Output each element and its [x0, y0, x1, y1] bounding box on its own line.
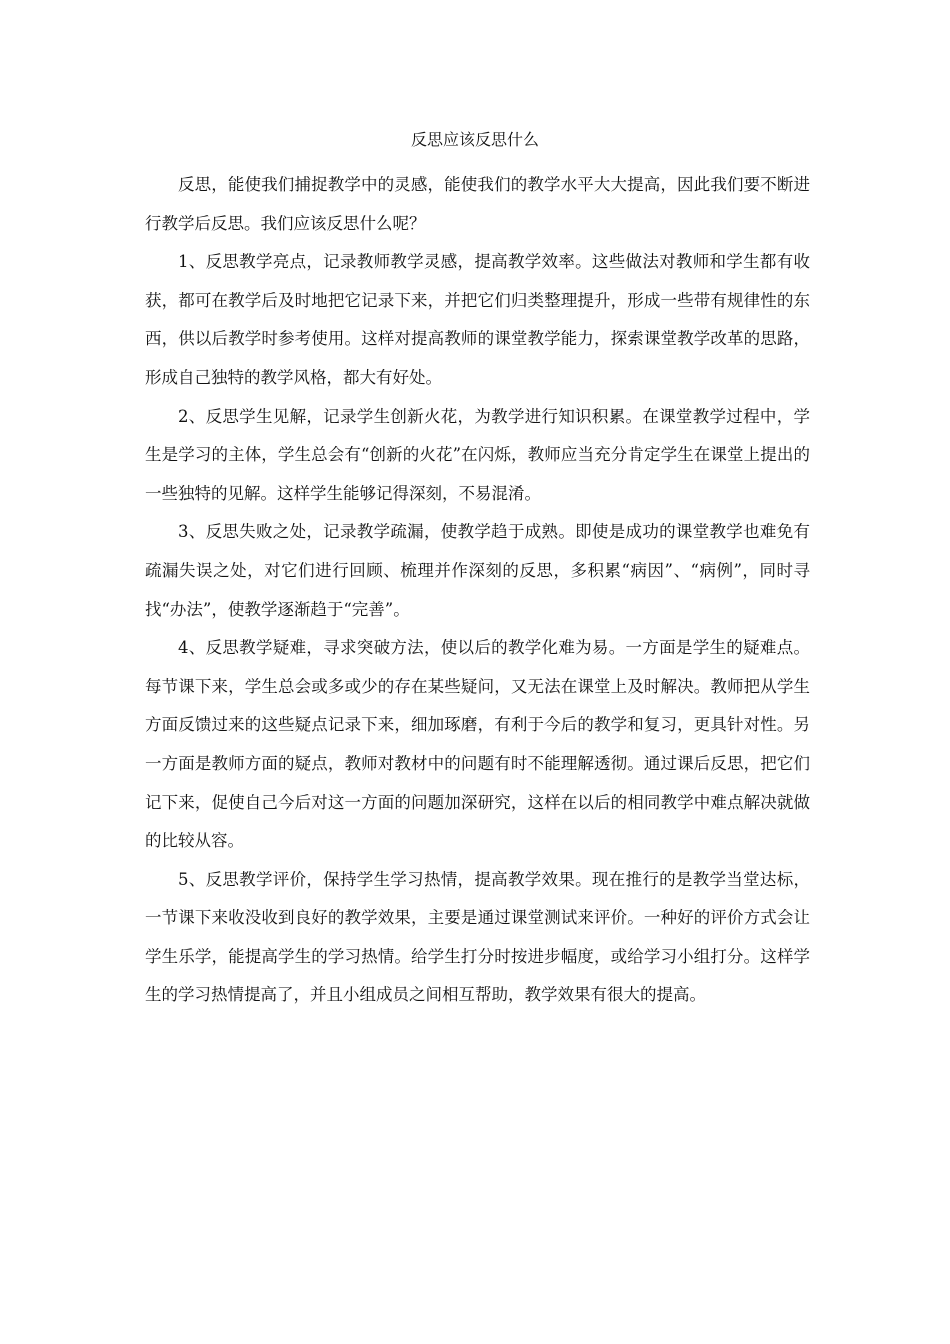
document-body [145, 166, 810, 1015]
paragraph-2: 2、反思学生见解，记录学生创新火花，为教学进行知识积累。在课堂教学过程中，学生是学习的主体，学生总会有“创新的火花”在闪烁，教师应当充分肯定学生在课堂上提出的一些独特的见解。这样学生能够记得深刻，不易混淆。 [145, 406, 810, 503]
paragraph-1: 1、反思教学亮点，记录教师教学灵感，提高教学效率。这些做法对教师和学生都有收获，都可在教学后及时地把它记录下来，并把它们归类整理提升，形成一些带有规律性的东西，供以后教学时参考使用。这样对提高教师的课堂教学能力，探索课堂教学改革的思路，形成自己独特的教学风格，都大有好处。 [145, 252, 810, 387]
paragraph-4: 4、反思教学疑难，寻求突破方法，使以后的教学化难为易。一方面是学生的疑难点。每节课下来，学生总会或多或少的存在某些疑问，又无法在课堂上及时解决。教师把从学生方面反馈过来的这些疑点记录下来，细加琢磨，有利于今后的教学和复习，更具针对性。另一方面是教师方面的疑点，教师对教材中的问题有时不能理解透彻。通过课后反思，把它们记下来，促使自己今后对这一方面的问题加深研究，这样在以后的相同教学中难点解决就做的比较从容。 [145, 638, 810, 851]
paragraph-intro: 反思，能使我们捕捉教学中的灵感，能使我们的教学水平大大提高，因此我们要不断进行教学后反思。我们应该反思什么呢？ [145, 175, 810, 233]
document-title: 反思应该反思什么 [410, 130, 539, 149]
paragraph-5: 5、反思教学评价，保持学生学习热情，提高教学效果。现在推行的是教学当堂达标，一节课下来收没收到良好的教学效果，主要是通过课堂测试来评价。一种好的评价方式会让学生乐学，能提高学生的学习热情。给学生打分时按进步幅度，或给学习小组打分。这样学生的学习热情提高了，并且小组成员之间相互帮助，教学效果有很大的提高。 [145, 869, 810, 1005]
paragraph-3: 3、反思失败之处，记录教学疏漏，使教学趋于成熟。即使是成功的课堂教学也难免有疏漏失误之处，对它们进行回顾、梳理并作深刻的反思，多积累“病因”、“病例”，同时寻找“办法”，使教学逐渐趋于“完善”。 [145, 522, 810, 619]
